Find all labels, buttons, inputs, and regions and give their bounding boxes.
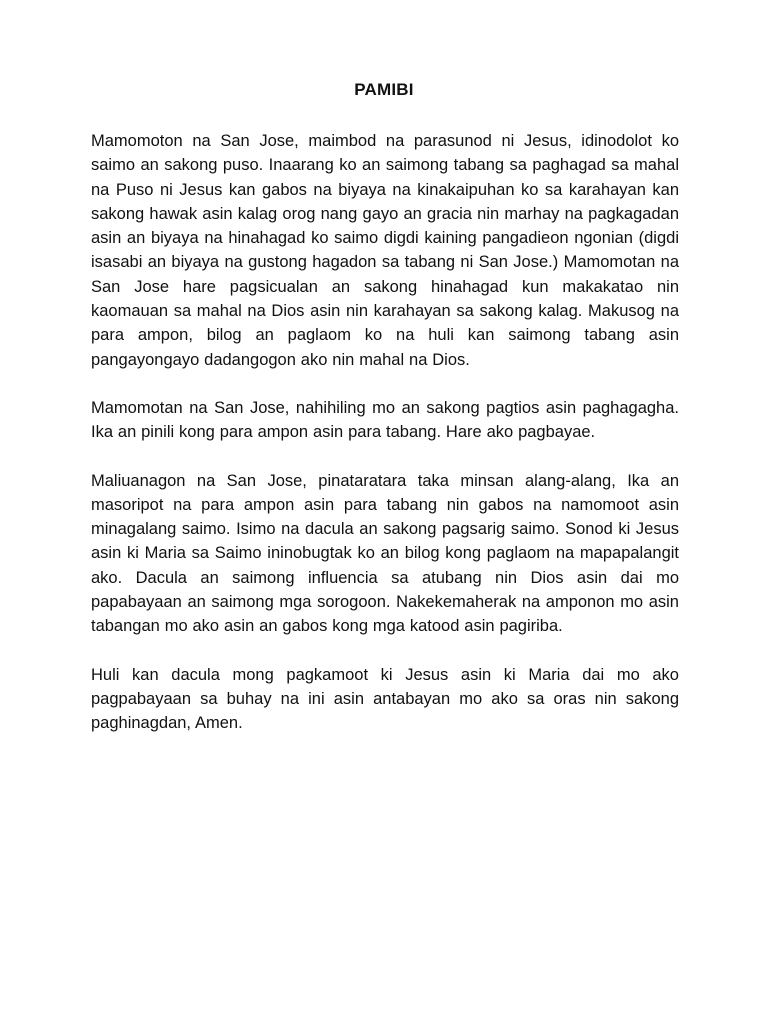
paragraph-1: Mamomoton na San Jose, maimbod na parasunod ni Jesus, idinodolot ko saimo an sakong puso. Inaarang ko an saimong tabang sa paghagad sa mahal na Puso ni Jesus kan gabos na biyaya na kinakaipuhan ko sa karahayan kan sakong hawak asin kalag orog nang gayo an gracia nin marhay na pagkagadan asin an biyaya na hinahagad ko saimo digdi kaining pangadieon ngonian (digdi isasabi an biyaya na gustong hagadon sa tabang ni San Jose.) Mamomotan na San Jose hare pagsicualan an sakong hinahagad kun makakatao nin kaomauan sa mahal na Dios asin nin karahayan sa sakong kalag. Makusog na para ampon, bilog an paglaom ko na huli kan saimong tabang asin pangayongayo dadangogon ako nin mahal na Dios. <box>91 132 679 369</box>
paragraph-2: Mamomotan na San Jose, nahihiling mo an sakong pagtios asin paghagagha. Ika an pinili kong para ampon asin para tabang. Hare ako pagbayae. <box>91 398 679 442</box>
paragraph-4: Huli kan dacula mong pagkamoot ki Jesus asin ki Maria dai mo ako pagpabayaan sa buhay na ini asin antabayan mo ako sa oras nin sakong paghinagdan, Amen. <box>91 665 679 733</box>
paragraph-3: Maliuanagon na San Jose, pinataratara taka minsan alang-alang, Ika an masoripot na para ampon asin para tabang nin gabos na namomoot asin minagalang saimo. Isimo na dacula an sakong pagsarig saimo. Sonod ki Jesus asin ki Maria sa Saimo ininobugtak ko an bilog kong paglaom na mapapalangit ako. Dacula an saimong influencia sa atubang nin Dios asin dai mo papabayaan an saimong mga sorogoon. Nakekemaherak na amponon mo asin tabangan mo ako asin an gabos kong mga katood asin pagiriba. <box>91 471 679 636</box>
document-body <box>91 129 679 760</box>
document-title: PAMIBI <box>354 80 414 99</box>
